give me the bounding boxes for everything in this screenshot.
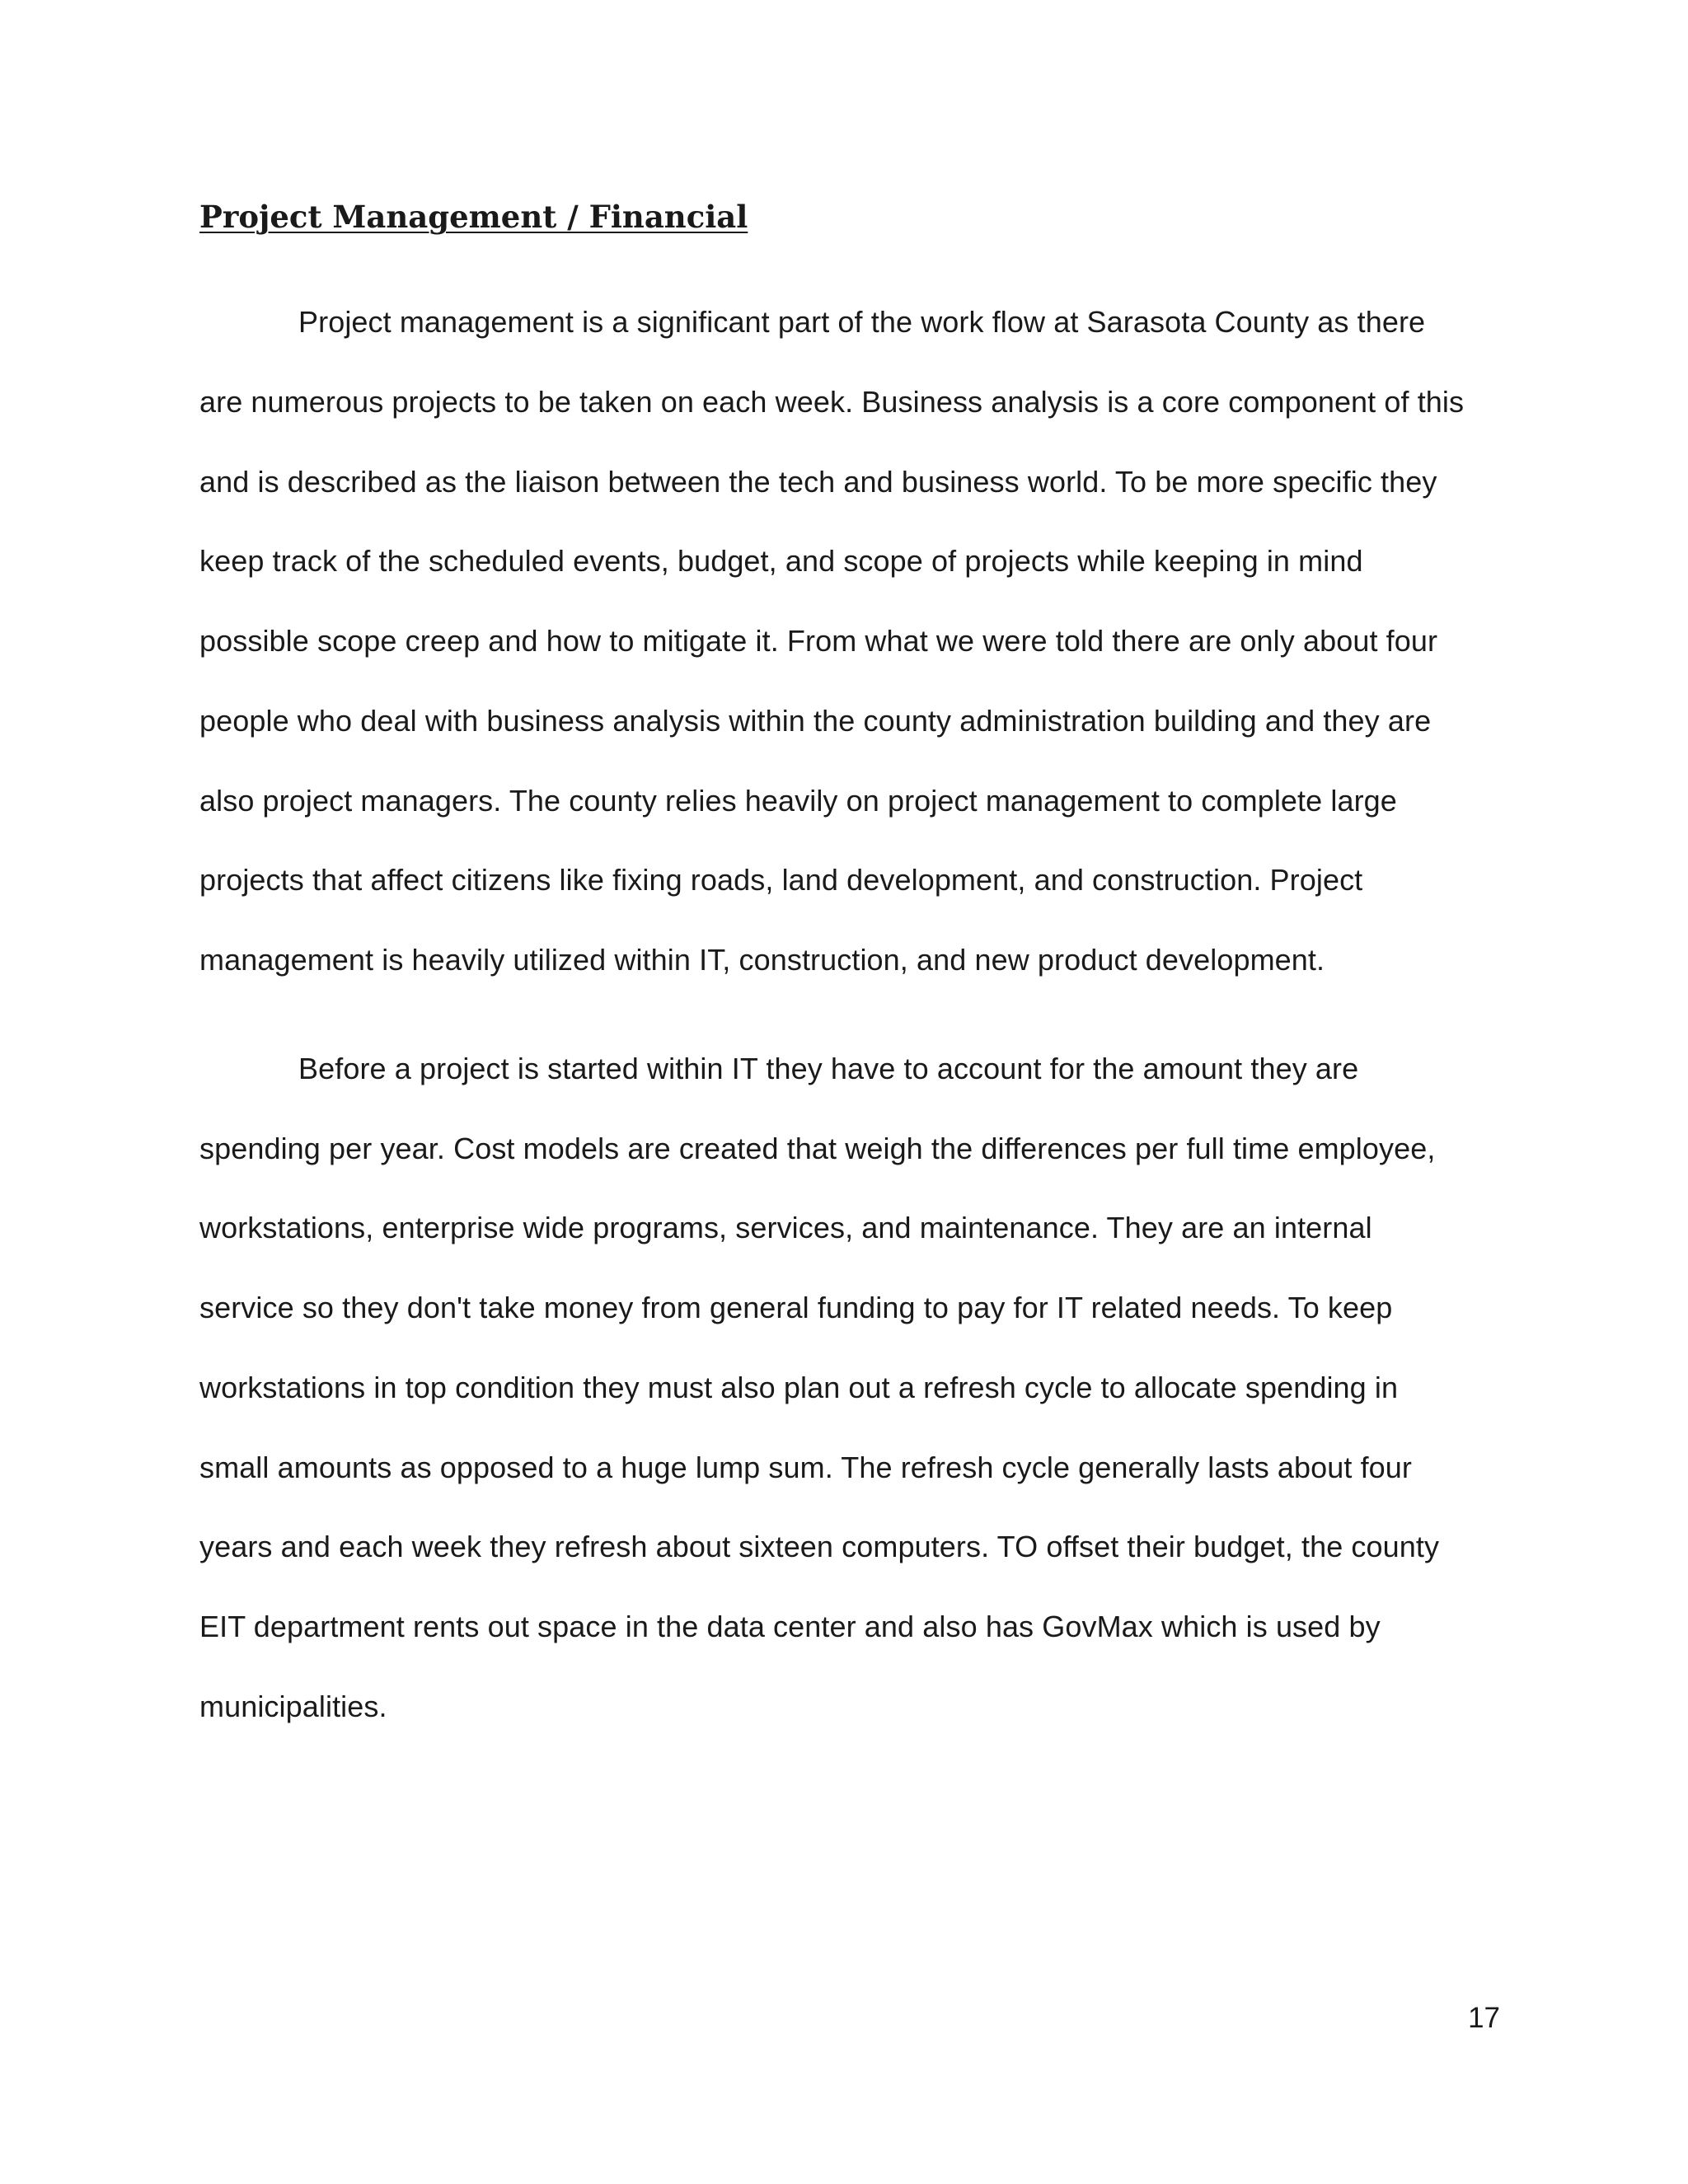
paragraph-line: keep track of the scheduled events, budget, and scope of projects while keeping in mind	[199, 544, 1363, 578]
page-number: 17	[1468, 2002, 1500, 2034]
paragraph-line: service so they don't take money from general funding to pay for IT related needs. To keep	[199, 1291, 1393, 1324]
paragraph-line: also project managers. The county relies heavily on project management to complete large	[199, 784, 1397, 818]
paragraph-line: EIT department rents out space in the data center and also has GovMax which is used by	[199, 1610, 1381, 1643]
paragraph-line: municipalities.	[199, 1690, 387, 1723]
paragraph-line: people who deal with business analysis within the county administration building and they are	[199, 704, 1432, 738]
paragraph-line: Before a project is started within IT they have to account for the amount they are	[298, 1052, 1359, 1085]
paragraph-line: possible scope creep and how to mitigate it. From what we were told there are only about four	[199, 624, 1438, 658]
paragraph-line: workstations in top condition they must also plan out a refresh cycle to allocate spending in	[199, 1371, 1399, 1404]
paragraph-line: years and each week they refresh about sixteen computers. TO offset their budget, the county	[199, 1530, 1440, 1563]
section-heading: Project Management / Financial	[199, 199, 748, 235]
paragraph-line: spending per year. Cost models are created that weigh the differences per full time employee,	[199, 1132, 1436, 1165]
paragraph-line: small amounts as opposed to a huge lump sum. The refresh cycle generally lasts about four	[199, 1451, 1413, 1484]
paragraph-line: projects that affect citizens like fixing roads, land development, and construction. Project	[199, 863, 1363, 897]
paragraph-line: Project management is a significant part of the work flow at Sarasota County as there	[298, 305, 1426, 339]
paragraph-line: workstations, enterprise wide programs, services, and maintenance. They are an internal	[199, 1211, 1372, 1244]
paragraph-line: and is described as the liaison between the tech and business world. To be more specific they	[199, 465, 1437, 499]
paragraph-line: are numerous projects to be taken on each week. Business analysis is a core component of this	[199, 385, 1465, 419]
paragraph-line: management is heavily utilized within IT, construction, and new product development.	[199, 943, 1325, 977]
